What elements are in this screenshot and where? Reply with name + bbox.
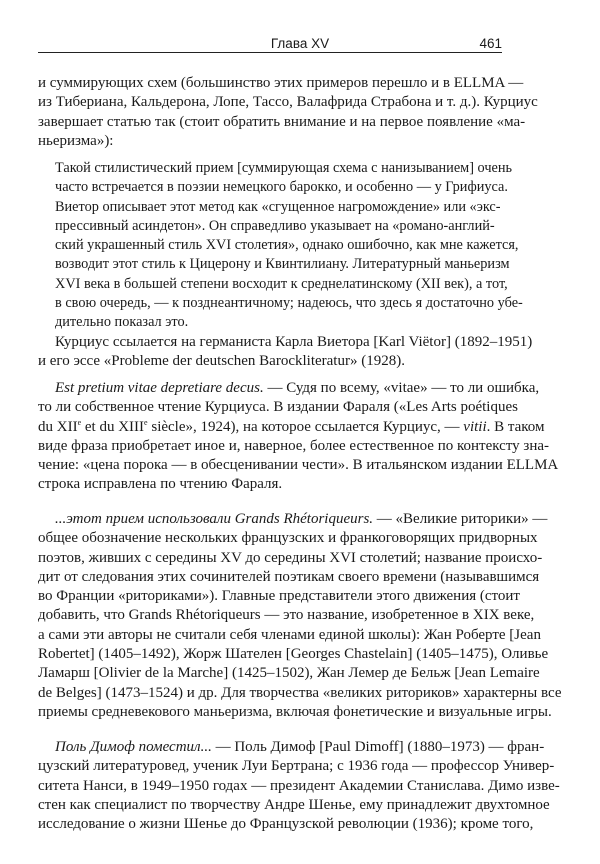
text-run: из Тибериана, Кальдерона, Лопе, Тассо, Валафрида Страбона и т. д.). Курциус: [38, 94, 538, 111]
text-line: [38, 568, 540, 587]
text-line: [38, 815, 534, 834]
text-run: ситета Нанси, в 1949–1950 годах — президент Академии Станислава. Димо изве-: [38, 777, 560, 794]
text-line: [38, 456, 559, 475]
text-run: то ли собственное чтение Курциуса. В издании Фараля («Les Arts poétiques: [38, 399, 518, 416]
page-number: 461: [479, 36, 502, 51]
text-run: XVI века в большей степени восходит к среднелатинскому (XII век), а тот,: [55, 275, 508, 292]
block-quote: [55, 159, 523, 333]
text-line: [38, 74, 524, 93]
text-line: [55, 313, 481, 332]
text-run: общее обозначение нескольких французских и франкоговорящих придворных: [38, 530, 538, 547]
text-run: siècle», 1924), на которое ссылается Курциус, —: [147, 418, 464, 435]
text-line: [38, 417, 545, 437]
text-line: [55, 198, 501, 217]
text-run: — Судя по всему, «vitae» — то ли ошибка,: [263, 380, 540, 396]
text-line: [38, 796, 550, 815]
text-line: [38, 738, 545, 757]
text-line: [55, 255, 510, 274]
text-line: [38, 475, 502, 494]
note-paul-dimoff: [38, 738, 560, 834]
text-line: [38, 703, 552, 722]
text-run: и суммирующих схем (большинство этих примеров перешло и в ELLMA —: [38, 75, 524, 91]
paragraph-vietor: [38, 333, 533, 372]
text-run: et du XIII: [81, 418, 145, 435]
text-run: Ламарш [Olivier de la Marche] (1425–1502), Жан Лемер де Бельж [Jean Lemaire: [38, 665, 540, 682]
text-run: во Франции «риториками»). Главные представители этого движения (стоит: [38, 588, 520, 605]
text-line: [38, 626, 541, 645]
text-run: . В таком: [486, 418, 545, 435]
text-line: [38, 352, 502, 371]
text-line: [55, 275, 508, 294]
text-line: [38, 93, 538, 112]
text-line: [38, 549, 543, 568]
text-line: [55, 159, 513, 178]
text-line: [55, 236, 519, 255]
superscript: e: [144, 417, 148, 427]
text-line: [38, 398, 518, 417]
italic-text: Est pretium vitae depretiare decus.: [55, 380, 264, 396]
italic-text: Поль Димоф поместил...: [55, 739, 212, 755]
text-line: [38, 777, 560, 796]
text-run: стен как специалист по творчеству Андре Шенье, ему принадлежит двухтомное: [38, 796, 550, 813]
header-rule: [38, 52, 502, 53]
text-run: добавить, что Grands Rhétoriqueurs — это название, изобретенное в XIX веке,: [38, 607, 535, 624]
superscript: e: [77, 417, 82, 427]
text-line: [55, 294, 523, 313]
text-line: [38, 606, 535, 625]
text-line: [38, 645, 549, 664]
text-line: [38, 664, 540, 683]
text-run: дительно показал это.: [55, 314, 189, 331]
italic-text: vitii: [463, 418, 487, 435]
text-line: [55, 217, 495, 236]
text-run: в свою очередь, — к позднеантичному; надеюсь, что здесь я достаточно убе-: [55, 295, 523, 312]
text-run: цузский литературовед, ученик Луи Бертрана; с 1936 года — профессор Универ-: [38, 758, 555, 775]
text-run: ньеризма»):: [38, 132, 114, 149]
text-run: чение: «цена порока — в обесценивании чести». В итальянском издании ELLMA: [38, 457, 559, 474]
text-run: Курциус ссылается на германиста Карла Виетора [Karl Viëtor] (1892–1951): [55, 334, 533, 350]
text-line: [38, 333, 533, 352]
text-run: de Belges] (1473–1524) и др. Для творчества «великих риториков» характерны все: [38, 684, 562, 701]
text-run: — «Великие риторики» —: [373, 511, 548, 527]
text-line: [38, 757, 555, 776]
running-header-chapter: Глава XV: [270, 36, 330, 51]
paragraph-intro: [38, 74, 538, 151]
text-run: прессивный асиндетон». Он справедливо указывает на «романо-англий-: [55, 217, 495, 234]
text-line: [55, 178, 508, 197]
text-run: — Поль Димоф [Paul Dimoff] (1880–1973) — фран-: [211, 739, 545, 755]
text-line: [38, 437, 550, 456]
text-run: Виетор описывает этот метод как «сгущенное нагромождение» или «экс-: [55, 198, 501, 215]
text-line: [38, 113, 526, 132]
text-run: Такой стилистический прием [суммирующая схема с нанизыванием] очень: [55, 160, 513, 176]
text-run: ский украшенный стиль XVI столетия», однако ошибочно, как мне кажется,: [55, 237, 519, 254]
text-run: исследование о жизни Шенье до Французской революции (1936); кроме того,: [38, 816, 534, 833]
text-line: [38, 587, 520, 606]
text-run: завершает статью так (стоит обратить внимание и на первое появление «ма-: [38, 113, 526, 130]
italic-text: ...этот прием использовали Grands Rhétoriqueurs.: [55, 511, 374, 527]
text-run: а сами эти авторы не считали себя членами единой школы): Жан Роберте [Jean: [38, 626, 541, 643]
text-run: строка исправлена по чтению Фараля.: [38, 476, 283, 493]
text-line: [38, 132, 502, 151]
text-line: [38, 379, 540, 398]
text-run: поэтов, живших с середины XV до середины XVI столетий; название происхо-: [38, 549, 543, 566]
text-line: [38, 684, 562, 703]
text-run: du XII: [38, 418, 78, 435]
text-run: Robertet] (1405–1492), Жорж Шателен [Georges Chastelain] (1405–1475), Оливье: [38, 646, 549, 663]
text-run: виде фраза приобретает иное и, наверное, более естественное по контексту зна-: [38, 437, 550, 454]
note-est-pretium: [38, 379, 559, 495]
text-run: возводит этот стиль к Цицерону и Квинтилиану. Литературный маньеризм: [55, 256, 510, 273]
text-run: часто встречается в поэзии немецкого барокко, и особенно — у Грифиуса.: [55, 179, 508, 196]
text-run: приемы средневекового маньеризма, включая фонетические и визуальные игры.: [38, 703, 552, 720]
text-line: [38, 529, 538, 548]
note-grands-rhetoriqueurs: [38, 510, 562, 722]
text-run: и его эссе «Probleme der deutschen Barockliteratur» (1928).: [38, 353, 405, 370]
text-run: дит от следования этих сочинителей поэтикам своего времени (называвшимся: [38, 568, 540, 585]
text-line: [38, 510, 548, 529]
